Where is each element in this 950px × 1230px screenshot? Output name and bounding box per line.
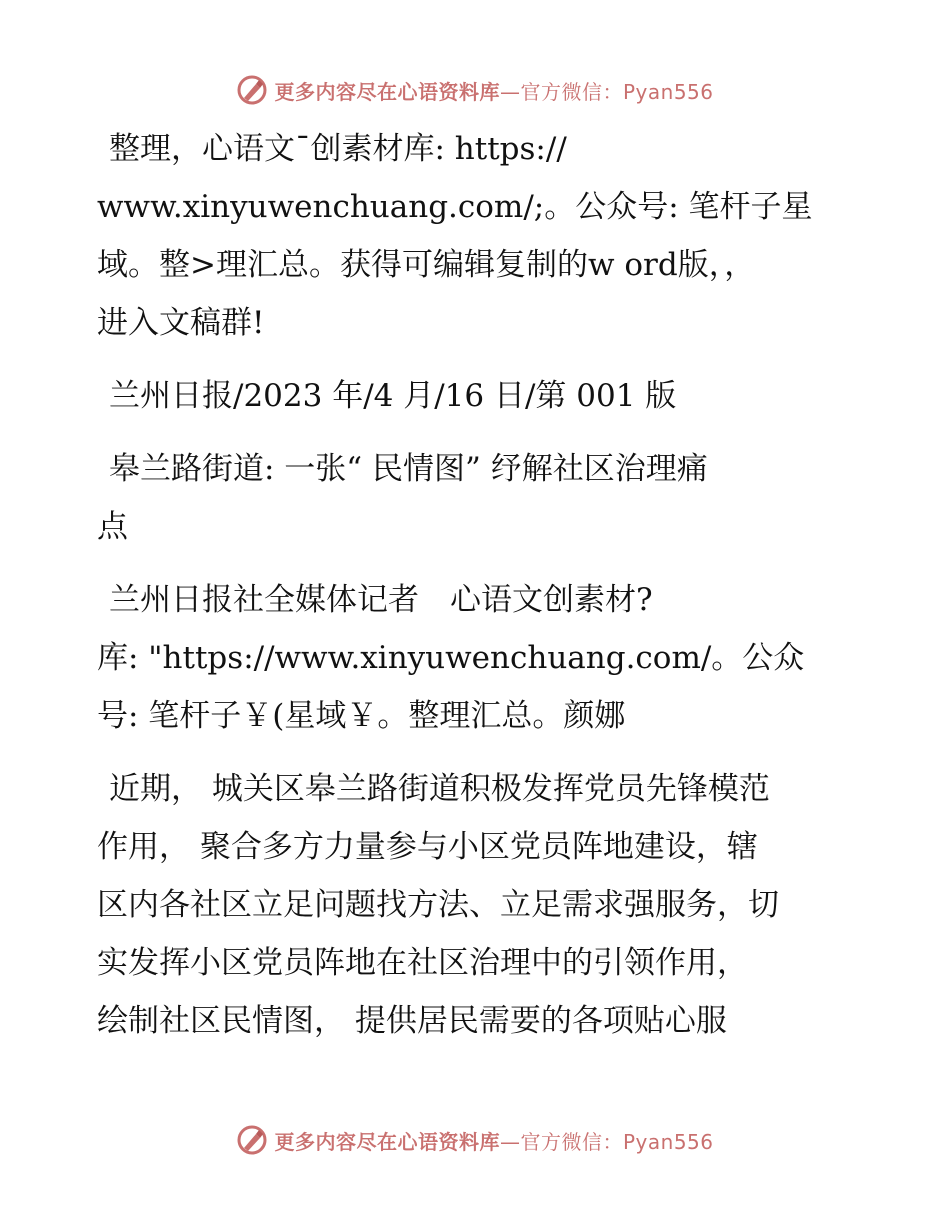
banner-wechat-id: Pyan556	[622, 79, 714, 104]
text-line: 近期， 城关区皋兰路街道积极发挥党员先锋模范	[109, 771, 770, 807]
banner-site-name: 更多内容尽在心语资料库	[274, 1129, 500, 1154]
paragraph-source	[97, 367, 857, 425]
text-line: 库: "https://www.xinyuwenchuang.com/。公众	[97, 640, 805, 676]
text-line: www.xinyuwenchuang.com/;。公众号: 笔杆子星	[97, 189, 813, 225]
text-line: 作用， 聚合多方力量参与小区党员阵地建设，辖	[97, 829, 758, 865]
text-line: 皋兰路街道: 一张“ 民情图” 纾解社区治理痛	[109, 451, 708, 487]
pen-logo-icon	[236, 1124, 268, 1156]
footer-banner	[0, 1120, 950, 1160]
banner-site-name: 更多内容尽在心语资料库	[274, 79, 500, 104]
pen-logo-icon	[236, 74, 268, 106]
paragraph-headline	[97, 440, 857, 556]
banner-dash: —	[499, 79, 521, 104]
banner-dash: —	[499, 1129, 521, 1154]
text-line: 点	[97, 509, 128, 545]
text-line: 进入文稿群!	[97, 305, 265, 341]
banner-wechat-id: Pyan556	[622, 1129, 714, 1154]
document-body	[97, 120, 857, 1065]
text-line: 域。整>理汇总。获得可编辑复制的w ord版，，	[97, 247, 756, 283]
paragraph-byline	[97, 571, 857, 745]
text-line: 兰州日报社全媒体记者 心语文创素材?	[109, 582, 653, 618]
banner-text	[274, 76, 713, 105]
text-line: 整理，心语文¯创素材库: https://	[109, 131, 567, 167]
banner-text	[274, 1126, 713, 1155]
text-line: 兰州日报/2023 年/4 月/16 日/第 001 版	[109, 378, 677, 414]
header-banner	[0, 70, 950, 110]
text-line: 实发挥小区党员阵地在社区治理中的引领作用，	[97, 945, 748, 981]
paragraph-intro	[97, 120, 857, 352]
text-line: 号: 笔杆子￥(星域￥。整理汇总。颜娜	[97, 698, 626, 734]
banner-wechat-label: 官方微信：	[520, 1129, 623, 1154]
banner-wechat-label: 官方微信：	[520, 79, 623, 104]
text-line: 区内各社区立足问题找方法、立足需求强服务，切	[97, 887, 779, 923]
text-line: 绘制社区民情图， 提供居民需要的各项贴心服	[97, 1003, 727, 1039]
paragraph-body	[97, 760, 857, 1050]
